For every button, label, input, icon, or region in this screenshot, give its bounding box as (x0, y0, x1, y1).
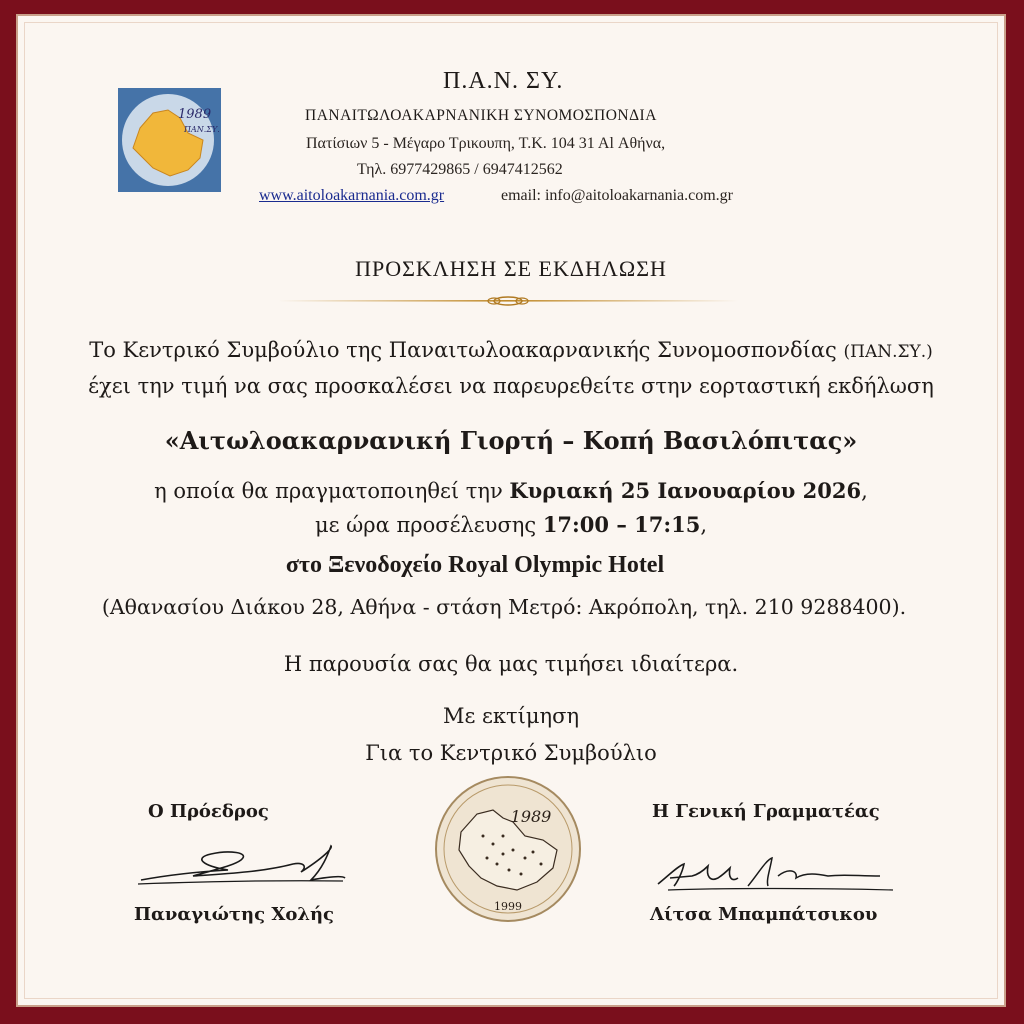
organization-abbr: Π.Α.Ν. ΣΥ. (443, 68, 564, 94)
right-signatory-name: Λίτσα Μπαμπάτσικου (650, 904, 878, 925)
logo-year: 1989 (178, 107, 212, 122)
event-date-line (18, 478, 1004, 503)
secretary-signature (648, 846, 898, 896)
event-time-line (18, 512, 1004, 537)
left-signatory-name: Παναγιώτης Χολής (134, 904, 334, 925)
time-prefix: με ώρα προσέλευσης (314, 513, 537, 537)
right-signatory-role: Η Γενική Γραμματέας (652, 801, 880, 822)
organization-email: email: info@aitoloakarnania.com.gr (501, 187, 733, 204)
federation-seal-icon (433, 774, 583, 924)
date-suffix: , (861, 479, 868, 503)
council-line: Για το Κεντρικό Συμβούλιο (365, 741, 657, 765)
seal-bottom-year: 1999 (494, 900, 522, 913)
intro-line-2: έχει την τιμή να σας προσκαλέσει να παρευρεθείτε στην εορταστική εκδήλωση (88, 374, 934, 398)
website-link[interactable]: www.aitoloakarnania.com.gr (259, 187, 445, 204)
regards-line: Με εκτίμηση (442, 704, 580, 728)
organization-logo (118, 88, 221, 192)
venue-address: (Αθανασίου Διάκου 28, Αθήνα - στάση Μετρό: Ακρόπολη, τηλ. 210 9288400). (101, 595, 907, 619)
date-prefix: η οποία θα πραγματοποιηθεί την (154, 479, 503, 503)
invitation-title: ΠΡΟΣΚΛΗΣΗ ΣΕ ΕΚΔΗΛΩΣΗ (355, 256, 667, 281)
logo-initials: ΠΑΝ.ΣΥ. (184, 125, 220, 134)
president-signature (133, 836, 348, 896)
organization-address: Πατίσιων 5 - Μέγαρο Τρικουπη, Τ.Κ. 104 31 Αl Αθήνα, (306, 135, 666, 152)
intro-text: Το Κεντρικό Συμβούλιο της Παναιτωλοακαρνανικής Συνομοσπονδίας (89, 338, 837, 362)
intro-abbr: (ΠΑΝ.ΣΥ.) (843, 342, 933, 362)
intro-line-1 (18, 338, 1004, 362)
left-signatory-role: Ο Πρόεδρος (148, 801, 269, 822)
logo-map-icon (118, 88, 221, 192)
organization-name: ΠΑΝΑΙΤΩΛΟΑΚΑΡΝΑΝΙΚΗ ΣΥΝΟΜΟΣΠΟΝΔΙΑ (305, 107, 657, 124)
event-date: Κυριακή 25 Ιανουαρίου 2026 (509, 478, 862, 503)
event-name: «Αιτωλοακαρνανική Γιορτή – Κοπή Βασιλόπιτας» (164, 426, 858, 455)
organization-phone: Τηλ. 6977429865 / 6947412562 (357, 161, 563, 178)
event-venue: στο Ξενοδοχείο Royal Olympic Hotel (285, 552, 665, 578)
seal-top-year: 1989 (510, 807, 552, 826)
closing-line: Η παρουσία σας θα μας τιμήσει ιδιαίτερα. (283, 652, 739, 676)
time-suffix: , (700, 513, 708, 537)
ornament-divider (278, 294, 738, 308)
invitation-card (16, 14, 1006, 1007)
event-time: 17:00 – 17:15 (542, 512, 701, 537)
